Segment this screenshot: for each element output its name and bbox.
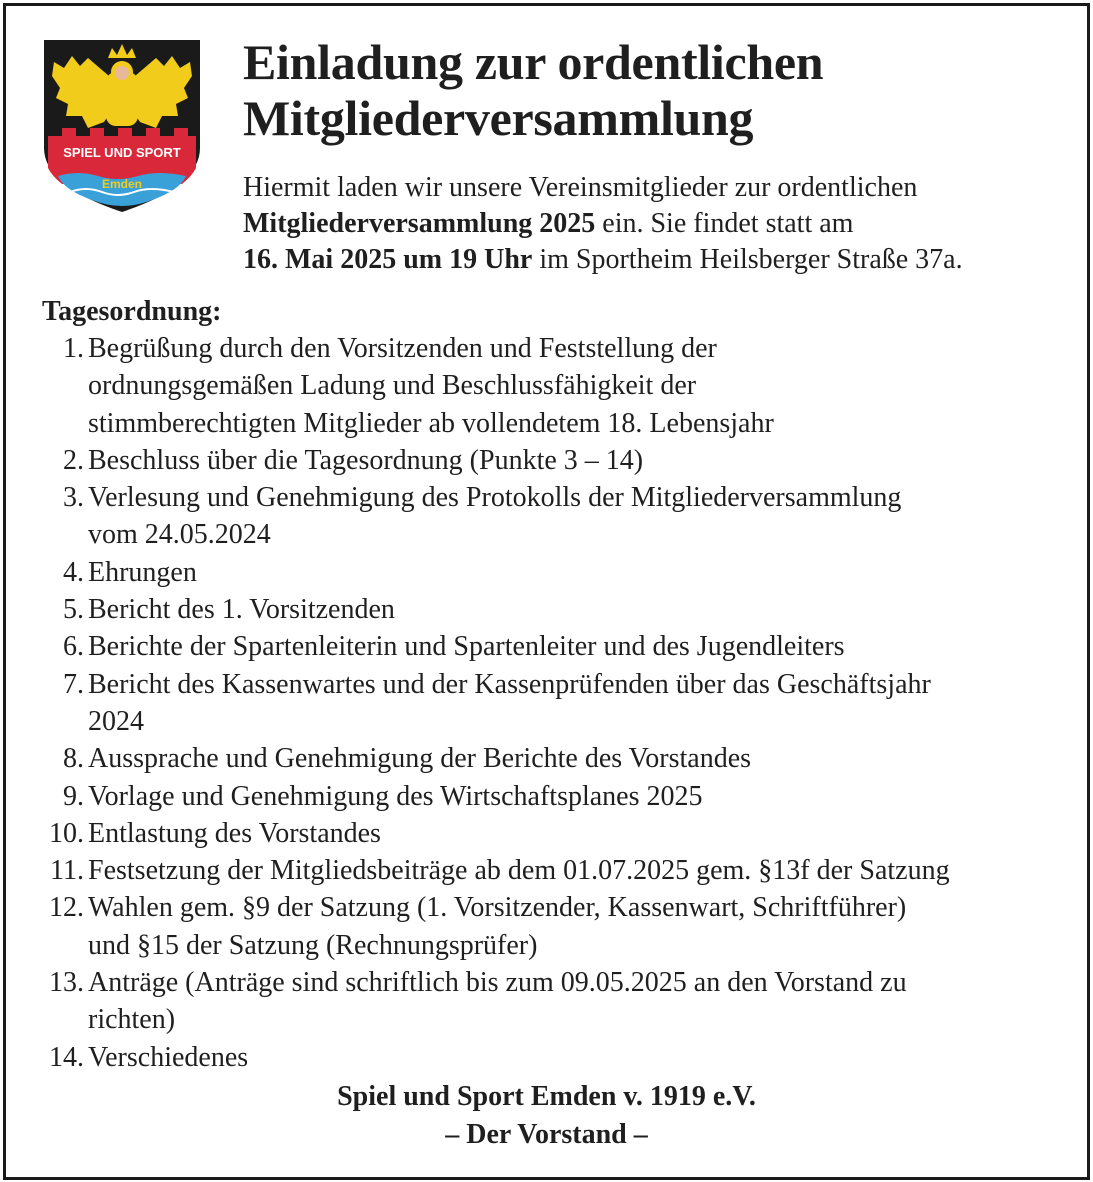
agenda-item	[34, 889, 1074, 964]
agenda-item-number: 10.	[49, 817, 84, 849]
face-shape	[115, 66, 129, 80]
agenda-item-number: 5.	[63, 594, 84, 626]
agenda-list	[34, 330, 1074, 1076]
agenda-item-number: 3.	[63, 482, 84, 514]
intro-paragraph	[243, 170, 963, 278]
agenda-item-text: Aussprache und Genehmigung der Berichte des Vorstandes	[88, 743, 752, 775]
agenda-item	[34, 330, 1074, 442]
agenda-item-text: Bericht des Kassenwartes und der Kassenprüfenden über das Geschäftsjahr	[88, 668, 931, 700]
agenda-item-number: 6.	[63, 631, 84, 663]
agenda-item	[34, 666, 1074, 741]
agenda-item-number: 8.	[63, 743, 84, 775]
agenda-item-number: 9.	[63, 780, 84, 812]
announcement-frame	[3, 3, 1090, 1180]
intro-meeting-name: Mitgliederversammlung 2025	[243, 208, 596, 239]
board-signature: – Der Vorstand –	[445, 1119, 648, 1150]
agenda-item-text: Verschiedenes	[88, 1041, 249, 1073]
agenda-item	[34, 554, 1074, 591]
agenda-item-number: 2.	[63, 444, 84, 476]
agenda-item-text: Wahlen gem. §9 der Satzung (1. Vorsitzender, Kassenwart, Schriftführer)	[88, 892, 907, 924]
agenda-item-text: Entlastung des Vorstandes	[88, 817, 381, 849]
agenda-item-text: und §15 der Satzung (Rechnungsprüfer)	[88, 929, 538, 961]
agenda-item	[34, 479, 1074, 554]
intro-line-1: Hiermit laden wir unsere Vereinsmitglieder zur ordentlichen	[243, 172, 918, 203]
agenda-item-text: Festsetzung der Mitgliedsbeiträge ab dem 01.07.2025 gem. §13f der Satzung	[88, 855, 950, 887]
crest-banner-text: SPIEL UND SPORT	[63, 145, 181, 160]
agenda-item	[34, 778, 1074, 815]
agenda-item	[34, 964, 1074, 1039]
agenda-item-number: 11.	[50, 855, 84, 887]
intro-line-2-rest: ein. Sie findet statt am	[595, 208, 854, 239]
agenda-item-text: ordnungsgemäßen Ladung und Beschlussfähigkeit der	[88, 370, 697, 402]
agenda-item-text: Bericht des 1. Vorsitzenden	[88, 594, 395, 626]
agenda-item-text: Verlesung und Genehmigung des Protokolls der Mitgliederversammlung	[88, 482, 902, 514]
agenda-item-text: 2024	[88, 705, 144, 737]
agenda-item-number: 12.	[49, 892, 84, 924]
club-name: Spiel und Sport Emden v. 1919 e.V.	[337, 1081, 756, 1112]
title-line-2: Mitgliederversammlung	[243, 90, 754, 146]
agenda-item-text: Beschluss über die Tagesordnung (Punkte 3 – 14)	[88, 444, 644, 476]
agenda-item-number: 14.	[49, 1041, 84, 1073]
crest-city-text: Emden	[101, 177, 143, 191]
agenda-item-number: 7.	[63, 668, 84, 700]
agenda-item-text: Berichte der Spartenleiterin und Spartenleiter und des Jugendleiters	[88, 631, 845, 663]
club-crest-logo	[42, 36, 202, 214]
title-line-1: Einladung zur ordentlichen	[243, 34, 824, 90]
intro-location: im Sportheim Heilsberger Straße 37a.	[532, 244, 963, 275]
agenda-item-text: richten)	[88, 1004, 176, 1036]
agenda-item	[34, 442, 1074, 479]
agenda-item-number: 4.	[63, 556, 84, 588]
agenda-item	[34, 740, 1074, 777]
agenda-item	[34, 852, 1074, 889]
agenda-item-number: 13.	[49, 967, 84, 999]
agenda-item-text: vom 24.05.2024	[88, 519, 271, 551]
agenda-item-text: Ehrungen	[88, 556, 197, 588]
intro-date-time: 16. Mai 2025 um 19 Uhr	[243, 244, 533, 275]
agenda-item	[34, 815, 1074, 852]
agenda-item-text: stimmberechtigten Mitglieder ab vollendetem 18. Lebensjahr	[88, 407, 774, 439]
agenda-heading: Tagesordnung:	[42, 296, 222, 327]
agenda-item	[34, 1039, 1074, 1076]
agenda-item	[34, 628, 1074, 665]
page-title	[243, 34, 823, 146]
agenda-item-text: Anträge (Anträge sind schriftlich bis zum 09.05.2025 an den Vorstand zu	[88, 967, 907, 999]
agenda-item-text: Vorlage und Genehmigung des Wirtschaftsplanes 2025	[88, 780, 703, 812]
agenda-item-text: Begrüßung durch den Vorsitzenden und Feststellung der	[88, 333, 717, 364]
agenda-item-number: 1.	[63, 333, 84, 364]
agenda-item	[34, 591, 1074, 628]
